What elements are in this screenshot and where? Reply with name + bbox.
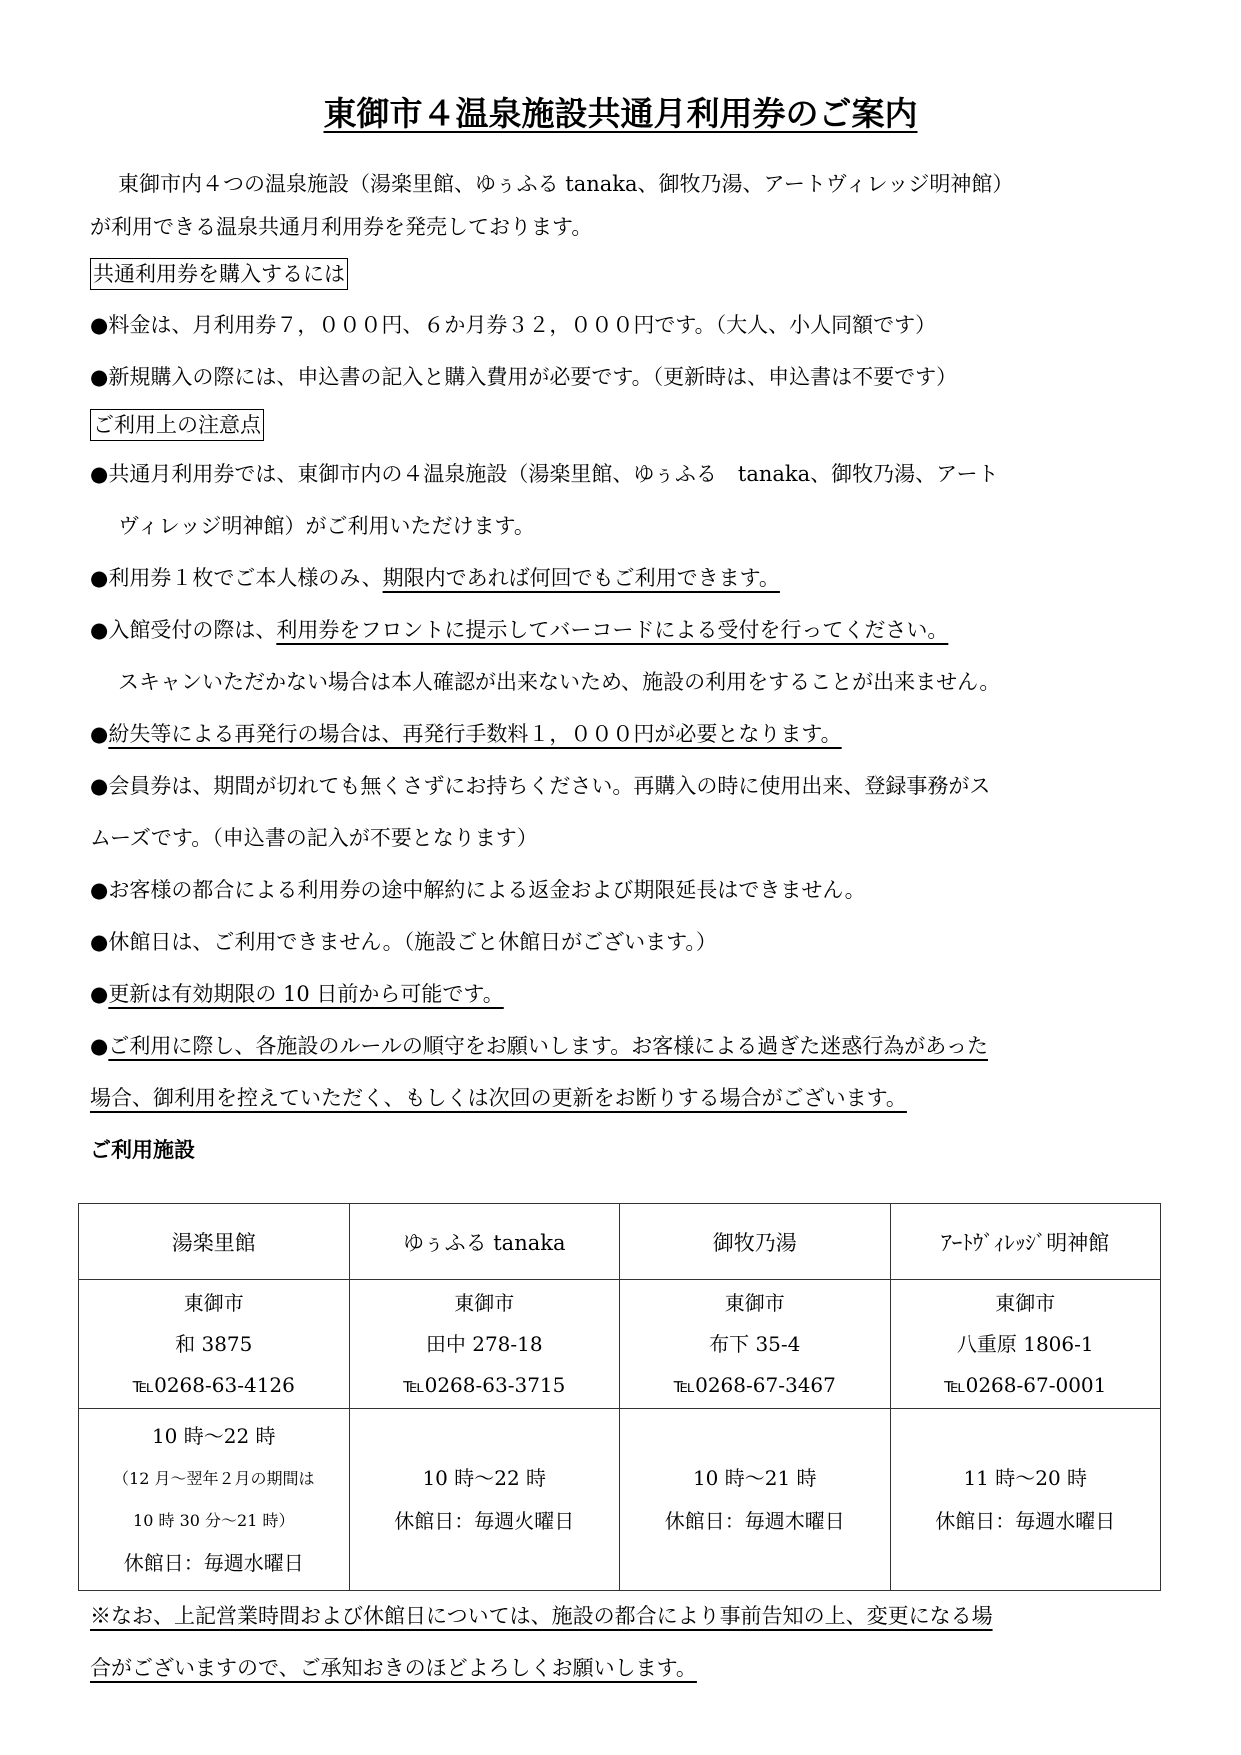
note-refund: ●お客様の都合による利用券の途中解約による返金および期限延長はできません。 [90, 878, 866, 902]
facility-name: ゆぅふる tanaka [349, 1204, 620, 1280]
facility-closed: 休館日：毎週水曜日 [123, 1550, 304, 1575]
facility-hours: 10 時～22 時 [151, 1423, 276, 1448]
facility-address: 田中 278-18 [425, 1331, 543, 1356]
note-facilities-2: ヴィレッジ明神館）がご利用いただけます。 [118, 514, 535, 538]
facility-address-row [79, 1280, 1161, 1409]
facility-hours: 10 時～21 時 [692, 1465, 817, 1490]
facility-city: 東御市 [454, 1290, 515, 1315]
facility-closed: 休館日：毎週火曜日 [394, 1508, 575, 1533]
page-title: 東御市４温泉施設共通月利用券のご案内 [323, 94, 918, 133]
facility-tel: ℡0268-63-3715 [403, 1372, 566, 1397]
purchase-heading-row [90, 249, 1150, 299]
facility-name: ｱｰﾄｳﾞｨﾚｯｼﾞ明神館 [890, 1204, 1161, 1280]
purchase-heading: 共通利用券を購入するには [90, 258, 348, 290]
facility-tel: ℡0268-67-3467 [673, 1372, 836, 1397]
facility-city: 東御市 [995, 1290, 1056, 1315]
note-reception-underlined: 利用券をフロントに提示してバーコードによる受付を行ってください。 [276, 618, 949, 642]
note-per-person-text: ●利用券１枚でご本人様のみ、 [90, 566, 383, 590]
note-closed-days: ●休館日は、ご利用できません。（施設ごと休館日がございます。） [90, 930, 717, 954]
facility-closed: 休館日：毎週水曜日 [935, 1508, 1116, 1533]
note-renewal [90, 968, 1150, 1020]
note-rules-2 [90, 1072, 1150, 1124]
footer-note-line [90, 1642, 1170, 1694]
note-rules-1 [90, 1020, 1150, 1072]
note-reissue [90, 708, 1150, 760]
facility-address: 和 3875 [175, 1331, 253, 1356]
note-per-person [90, 552, 1150, 604]
note-facilities-1: ●共通月利用券では、東御市内の４温泉施設（湯楽里館、ゆぅふる tanaka、御牧乃湯、アート [90, 462, 999, 486]
facility-city: 東御市 [183, 1290, 244, 1315]
facility-hours-cell [79, 1409, 350, 1591]
facility-hours-note: 10 時 30 分～21 時） [133, 1510, 295, 1530]
facility-address: 布下 35-4 [709, 1331, 801, 1356]
facility-closed: 休館日：毎週木曜日 [664, 1508, 845, 1533]
facility-tel: ℡0268-67-0001 [944, 1372, 1107, 1397]
facility-address-cell [620, 1280, 891, 1409]
note-reception-text: ●入館受付の際は、 [90, 618, 277, 642]
facility-address: 八重原 1806-1 [956, 1331, 1094, 1356]
intro-line-1: 東御市内４つの温泉施設（湯楽里館、ゆぅふる tanaka、御牧乃湯、アートヴィレッジ明神館） [118, 172, 1014, 196]
purchase-item-price: ●料金は、月利用券７，０００円、６か月券３２，０００円です。（大人、小人同額です） [90, 313, 937, 337]
note-reissue-bullet: ● [90, 722, 109, 746]
note-membership-1: ●会員券は、期間が切れても無くさずにお持ちください。再購入の時に使用出来、登録事務がス [90, 774, 991, 798]
facility-hours-cell [890, 1409, 1161, 1591]
facility-name-row [79, 1204, 1161, 1280]
facility-hours: 10 時～22 時 [422, 1465, 547, 1490]
note-renewal-bullet: ● [90, 982, 109, 1006]
note-per-person-underlined: 期限内であれば何回でもご利用できます。 [382, 566, 780, 590]
facility-tel: ℡0268-63-4126 [132, 1372, 295, 1397]
document-body [90, 163, 1150, 1176]
note-rules-underlined: ご利用に際し、各施設のルールの順守をお願いします。お客様による過ぎた迷惑行為があった [108, 1034, 989, 1058]
intro-line-2: が利用できる温泉共通月利用券を発売しております。 [90, 215, 593, 239]
note-reception [90, 604, 1150, 656]
note-reissue-underlined: 紛失等による再発行の場合は、再発行手数料１，０００円が必要となります。 [108, 722, 842, 746]
facility-city: 東御市 [724, 1290, 785, 1315]
facility-name: 湯楽里館 [79, 1204, 350, 1280]
footer-note-text: ※なお、上記営業時間および休館日については、施設の都合により事前告知の上、変更になる場 [90, 1604, 993, 1628]
facility-address-cell [349, 1280, 620, 1409]
note-renewal-underlined: 更新は有効期限の 10 日前から可能です。 [108, 982, 504, 1006]
notes-heading: ご利用上の注意点 [90, 409, 264, 441]
facilities-heading: ご利用施設 [90, 1138, 195, 1162]
facilities-table [78, 1203, 1161, 1591]
note-scan: スキャンいただかない場合は本人確認が出来ないため、施設の利用をすることが出来ません。 [118, 670, 1001, 694]
purchase-item-new: ●新規購入の際には、申込書の記入と購入費用が必要です。（更新時は、申込書は不要です） [90, 365, 958, 389]
footer-note-line [90, 1590, 1170, 1642]
facility-hours-note: （12 月～翌年２月の期間は [113, 1468, 315, 1488]
note-membership-2: ムーズです。（申込書の記入が不要となります） [90, 826, 538, 850]
facility-name: 御牧乃湯 [620, 1204, 891, 1280]
facility-address-cell [79, 1280, 350, 1409]
footer-note [90, 1590, 1170, 1694]
facility-hours: 11 時～20 時 [963, 1465, 1088, 1490]
facility-address-cell [890, 1280, 1161, 1409]
footer-note-text: 合がございますので、ご承知おきのほどよろしくお願いします。 [90, 1656, 697, 1680]
note-rules-bullet: ● [90, 1034, 109, 1058]
note-rules-underlined-2: 場合、御利用を控えていただく、もしくは次回の更新をお断りする場合がございます。 [90, 1086, 907, 1110]
facility-hours-cell [620, 1409, 891, 1591]
notes-heading-row [90, 403, 1150, 448]
facility-hours-row [79, 1409, 1161, 1591]
facility-hours-cell [349, 1409, 620, 1591]
